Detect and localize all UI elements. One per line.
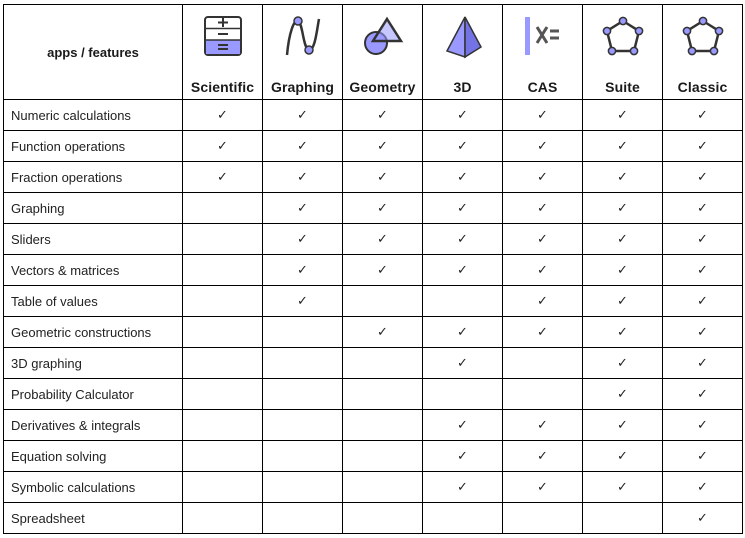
empty-cell [183, 472, 263, 503]
checkmark-icon: ✓ [663, 348, 743, 379]
empty-cell [183, 503, 263, 534]
checkmark-icon: ✓ [583, 410, 663, 441]
feature-label: Function operations [4, 131, 183, 162]
empty-cell [263, 348, 343, 379]
app-column-classic [663, 5, 743, 100]
checkmark-icon: ✓ [263, 100, 343, 131]
header-row [4, 5, 743, 100]
checkmark-icon: ✓ [423, 441, 503, 472]
table-row [4, 100, 743, 131]
checkmark-icon: ✓ [503, 472, 583, 503]
empty-cell [343, 286, 423, 317]
app-label: CAS [527, 79, 558, 95]
app-label: Graphing [270, 79, 335, 95]
checkmark-icon: ✓ [343, 193, 423, 224]
checkmark-icon: ✓ [423, 224, 503, 255]
empty-cell [183, 410, 263, 441]
app-column-suite [583, 5, 663, 100]
checkmark-icon: ✓ [663, 379, 743, 410]
checkmark-icon: ✓ [663, 224, 743, 255]
empty-cell [183, 255, 263, 286]
graphing-curve-icon [279, 13, 327, 61]
table-row [4, 162, 743, 193]
checkmark-icon: ✓ [263, 131, 343, 162]
empty-cell [183, 379, 263, 410]
checkmark-icon: ✓ [343, 224, 423, 255]
table-row [4, 503, 743, 534]
checkmark-icon: ✓ [423, 348, 503, 379]
checkmark-icon: ✓ [583, 286, 663, 317]
table-row [4, 131, 743, 162]
checkmark-icon: ✓ [263, 255, 343, 286]
checkmark-icon: ✓ [663, 317, 743, 348]
checkmark-icon: ✓ [583, 100, 663, 131]
checkmark-icon: ✓ [183, 162, 263, 193]
checkmark-icon: ✓ [423, 162, 503, 193]
empty-cell [183, 286, 263, 317]
checkmark-icon: ✓ [503, 410, 583, 441]
checkmark-icon: ✓ [663, 131, 743, 162]
pyramid-3d-icon [439, 13, 487, 61]
checkmark-icon: ✓ [503, 162, 583, 193]
empty-cell [183, 348, 263, 379]
checkmark-icon: ✓ [183, 100, 263, 131]
checkmark-icon: ✓ [343, 255, 423, 286]
checkmark-icon: ✓ [263, 224, 343, 255]
feature-label: Table of values [4, 286, 183, 317]
feature-label: Geometric constructions [4, 317, 183, 348]
checkmark-icon: ✓ [343, 162, 423, 193]
checkmark-icon: ✓ [503, 317, 583, 348]
empty-cell [503, 379, 583, 410]
pentagon-classic-icon [679, 13, 727, 61]
checkmark-icon: ✓ [503, 131, 583, 162]
cas-x-equals-icon [519, 13, 567, 61]
empty-cell [423, 286, 503, 317]
empty-cell [343, 503, 423, 534]
table-header [4, 5, 743, 100]
app-label: Classic [677, 79, 728, 95]
app-column-cas [503, 5, 583, 100]
empty-cell [183, 317, 263, 348]
checkmark-icon: ✓ [503, 441, 583, 472]
app-column-scientific [183, 5, 263, 100]
empty-cell [263, 472, 343, 503]
app-column-graphing [263, 5, 343, 100]
app-label: Scientific [190, 79, 255, 95]
feature-label: Sliders [4, 224, 183, 255]
table-row [4, 317, 743, 348]
checkmark-icon: ✓ [663, 162, 743, 193]
app-label: Geometry [349, 79, 416, 95]
checkmark-icon: ✓ [423, 193, 503, 224]
checkmark-icon: ✓ [263, 162, 343, 193]
checkmark-icon: ✓ [663, 410, 743, 441]
empty-cell [263, 410, 343, 441]
checkmark-icon: ✓ [263, 286, 343, 317]
checkmark-icon: ✓ [663, 286, 743, 317]
feature-label: Equation solving [4, 441, 183, 472]
checkmark-icon: ✓ [583, 255, 663, 286]
checkmark-icon: ✓ [663, 255, 743, 286]
table-row [4, 255, 743, 286]
empty-cell [343, 410, 423, 441]
app-label: 3D [453, 79, 472, 95]
checkmark-icon: ✓ [583, 348, 663, 379]
corner-header-label: apps / features [4, 5, 183, 100]
app-label: Suite [605, 79, 640, 95]
empty-cell [263, 503, 343, 534]
checkmark-icon: ✓ [583, 224, 663, 255]
checkmark-icon: ✓ [583, 379, 663, 410]
table-row [4, 410, 743, 441]
table-row [4, 441, 743, 472]
checkmark-icon: ✓ [583, 441, 663, 472]
feature-label: Spreadsheet [4, 503, 183, 534]
empty-cell [423, 379, 503, 410]
feature-label: Symbolic calculations [4, 472, 183, 503]
checkmark-icon: ✓ [663, 100, 743, 131]
empty-cell [263, 441, 343, 472]
empty-cell [503, 348, 583, 379]
checkmark-icon: ✓ [423, 131, 503, 162]
empty-cell [423, 503, 503, 534]
checkmark-icon: ✓ [343, 131, 423, 162]
table-row [4, 224, 743, 255]
feature-label: Probability Calculator [4, 379, 183, 410]
checkmark-icon: ✓ [583, 131, 663, 162]
checkmark-icon: ✓ [423, 255, 503, 286]
checkmark-icon: ✓ [663, 193, 743, 224]
checkmark-icon: ✓ [423, 472, 503, 503]
app-column-3d [423, 5, 503, 100]
feature-label: Vectors & matrices [4, 255, 183, 286]
empty-cell [503, 503, 583, 534]
empty-cell [343, 441, 423, 472]
empty-cell [263, 317, 343, 348]
checkmark-icon: ✓ [503, 100, 583, 131]
pentagon-suite-icon [599, 13, 647, 61]
checkmark-icon: ✓ [663, 503, 743, 534]
geometry-triangle-circle-icon [359, 13, 407, 61]
empty-cell [183, 441, 263, 472]
checkmark-icon: ✓ [343, 100, 423, 131]
feature-label: Derivatives & integrals [4, 410, 183, 441]
table-row [4, 472, 743, 503]
checkmark-icon: ✓ [423, 100, 503, 131]
checkmark-icon: ✓ [583, 162, 663, 193]
checkmark-icon: ✓ [663, 472, 743, 503]
table-row [4, 286, 743, 317]
table-body [4, 100, 743, 534]
feature-label: 3D graphing [4, 348, 183, 379]
checkmark-icon: ✓ [263, 193, 343, 224]
empty-cell [583, 503, 663, 534]
table-row [4, 193, 743, 224]
empty-cell [183, 193, 263, 224]
checkmark-icon: ✓ [503, 255, 583, 286]
checkmark-icon: ✓ [423, 317, 503, 348]
checkmark-icon: ✓ [583, 317, 663, 348]
feature-label: Fraction operations [4, 162, 183, 193]
checkmark-icon: ✓ [503, 224, 583, 255]
table-row [4, 348, 743, 379]
table-row [4, 379, 743, 410]
empty-cell [263, 379, 343, 410]
checkmark-icon: ✓ [663, 441, 743, 472]
checkmark-icon: ✓ [583, 472, 663, 503]
checkmark-icon: ✓ [423, 410, 503, 441]
scientific-calculator-icon [199, 13, 247, 61]
empty-cell [343, 348, 423, 379]
feature-label: Graphing [4, 193, 183, 224]
empty-cell [183, 224, 263, 255]
checkmark-icon: ✓ [503, 193, 583, 224]
feature-comparison-table [3, 4, 743, 534]
app-column-geometry [343, 5, 423, 100]
checkmark-icon: ✓ [343, 317, 423, 348]
checkmark-icon: ✓ [503, 286, 583, 317]
empty-cell [343, 379, 423, 410]
empty-cell [343, 472, 423, 503]
checkmark-icon: ✓ [183, 131, 263, 162]
feature-label: Numeric calculations [4, 100, 183, 131]
checkmark-icon: ✓ [583, 193, 663, 224]
